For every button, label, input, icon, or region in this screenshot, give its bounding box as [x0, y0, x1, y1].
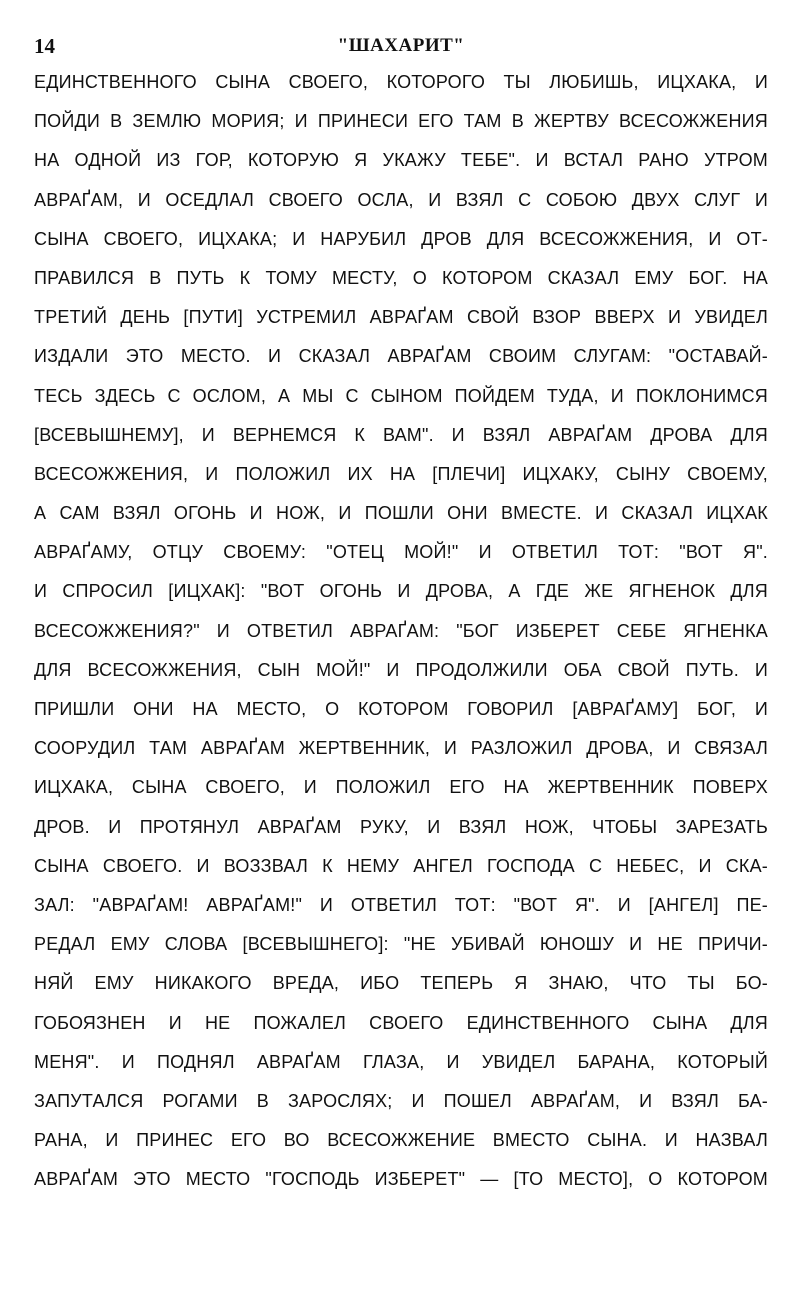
text-line: И СПРОСИЛ [ИЦХАК]: "ВОТ ОГОНЬ И ДРОВА, А ГДЕ ЖЕ ЯГНЕНОК ДЛЯ	[34, 581, 768, 602]
text-line: СЫНА СВОЕГО. И ВОЗЗВАЛ К НЕМУ АНГЕЛ ГОСПОДА С НЕБЕС, И СКА-	[34, 855, 768, 876]
text-line: ДЛЯ ВСЕСОЖЖЕНИЯ, СЫН МОЙ!" И ПРОДОЛЖИЛИ ОБА СВОЙ ПУТЬ. И	[34, 659, 768, 680]
text-line: МЕНЯ". И ПОДНЯЛ АВРАҐАМ ГЛАЗА, И УВИДЕЛ БАРАНА, КОТОРЫЙ	[34, 1051, 768, 1072]
text-line: ИЗДАЛИ ЭТО МЕСТО. И СКАЗАЛ АВРАҐАМ СВОИМ СЛУГАМ: "ОСТАВАЙ-	[34, 346, 768, 367]
text-line: ТЕСЬ ЗДЕСЬ С ОСЛОМ, А МЫ С СЫНОМ ПОЙДЕМ ТУДА, И ПОКЛОНИМСЯ	[34, 385, 768, 406]
text-line: РАНА, И ПРИНЕС ЕГО ВО ВСЕСОЖЖЕНИЕ ВМЕСТО СЫНА. И НАЗВАЛ	[34, 1130, 768, 1151]
text-line: ПОЙДИ В ЗЕМЛЮ МОРИЯ; И ПРИНЕСИ ЕГО ТАМ В ЖЕРТВУ ВСЕСОЖЖЕНИЯ	[34, 111, 768, 132]
text-line: РЕДАЛ ЕМУ СЛОВА [ВСЕВЫШНЕГО]: "НЕ УБИВАЙ ЮНОШУ И НЕ ПРИЧИ-	[34, 934, 768, 955]
text-line: ЕДИНСТВЕННОГО СЫНА СВОЕГО, КОТОРОГО ТЫ ЛЮБИШЬ, ИЦХАКА, И	[34, 72, 768, 92]
text-line: ТРЕТИЙ ДЕНЬ [ПУТИ] УСТРЕМИЛ АВРАҐАМ СВОЙ ВЗОР ВВЕРХ И УВИДЕЛ	[34, 307, 768, 328]
text-line: ДРОВ. И ПРОТЯНУЛ АВРАҐАМ РУКУ, И ВЗЯЛ НОЖ, ЧТОБЫ ЗАРЕЗАТЬ	[34, 816, 768, 837]
text-line: ВСЕСОЖЖЕНИЯ, И ПОЛОЖИЛ ИХ НА [ПЛЕЧИ] ИЦХАКУ, СЫНУ СВОЕМУ,	[34, 463, 768, 484]
text-line: ЗАЛ: "АВРАҐАМ! АВРАҐАМ!" И ОТВЕТИЛ ТОТ: "ВОТ Я". И [АНГЕЛ] ПЕ-	[34, 894, 768, 915]
text-line: АВРАҐАМ ЭТО МЕСТО "ГОСПОДЬ ИЗБЕРЕТ" — [ТО МЕСТО], О КОТОРОМ	[34, 1169, 768, 1190]
text-line: [ВСЕВЫШНЕМУ], И ВЕРНЕМСЯ К ВАМ". И ВЗЯЛ АВРАҐАМ ДРОВА ДЛЯ	[34, 424, 768, 445]
text-line: СООРУДИЛ ТАМ АВРАҐАМ ЖЕРТВЕННИК, И РАЗЛОЖИЛ ДРОВА, И СВЯЗАЛ	[34, 738, 768, 759]
text-line: ВСЕСОЖЖЕНИЯ?" И ОТВЕТИЛ АВРАҐАМ: "БОГ ИЗБЕРЕТ СЕБЕ ЯГНЕНКА	[34, 620, 768, 641]
text-line: АВРАҐАМ, И ОСЕДЛАЛ СВОЕГО ОСЛА, И ВЗЯЛ С СОБОЮ ДВУХ СЛУГ И	[34, 189, 768, 210]
running-title: "ШАХАРИТ"	[337, 35, 465, 56]
text-line: НЯЙ ЕМУ НИКАКОГО ВРЕДА, ИБО ТЕПЕРЬ Я ЗНАЮ, ЧТО ТЫ БО-	[34, 973, 768, 994]
text-line: А САМ ВЗЯЛ ОГОНЬ И НОЖ, И ПОШЛИ ОНИ ВМЕСТЕ. И СКАЗАЛ ИЦХАК	[34, 503, 768, 524]
text-line: ИЦХАКА, СЫНА СВОЕГО, И ПОЛОЖИЛ ЕГО НА ЖЕРТВЕННИК ПОВЕРХ	[34, 777, 768, 798]
page-number: 14	[34, 34, 55, 58]
body-text	[34, 63, 768, 1199]
text-line: НА ОДНОЙ ИЗ ГОР, КОТОРУЮ Я УКАЖУ ТЕБЕ". И ВСТАЛ РАНО УТРОМ	[34, 150, 768, 171]
text-line: ПРАВИЛСЯ В ПУТЬ К ТОМУ МЕСТУ, О КОТОРОМ СКАЗАЛ ЕМУ БОГ. НА	[34, 267, 768, 288]
text-line: ЗАПУТАЛСЯ РОГАМИ В ЗАРОСЛЯХ; И ПОШЕЛ АВРАҐАМ, И ВЗЯЛ БА-	[34, 1090, 768, 1111]
text-line: СЫНА СВОЕГО, ИЦХАКА; И НАРУБИЛ ДРОВ ДЛЯ ВСЕСОЖЖЕНИЯ, И ОТ-	[34, 228, 768, 249]
text-line: АВРАҐАМУ, ОТЦУ СВОЕМУ: "ОТЕЦ МОЙ!" И ОТВЕТИЛ ТОТ: "ВОТ Я".	[34, 542, 768, 563]
text-line: ПРИШЛИ ОНИ НА МЕСТО, О КОТОРОМ ГОВОРИЛ [АВРАҐАМУ] БОГ, И	[34, 699, 768, 719]
page-header	[34, 33, 768, 59]
text-line: ГОБОЯЗНЕН И НЕ ПОЖАЛЕЛ СВОЕГО ЕДИНСТВЕННОГО СЫНА ДЛЯ	[34, 1012, 768, 1033]
